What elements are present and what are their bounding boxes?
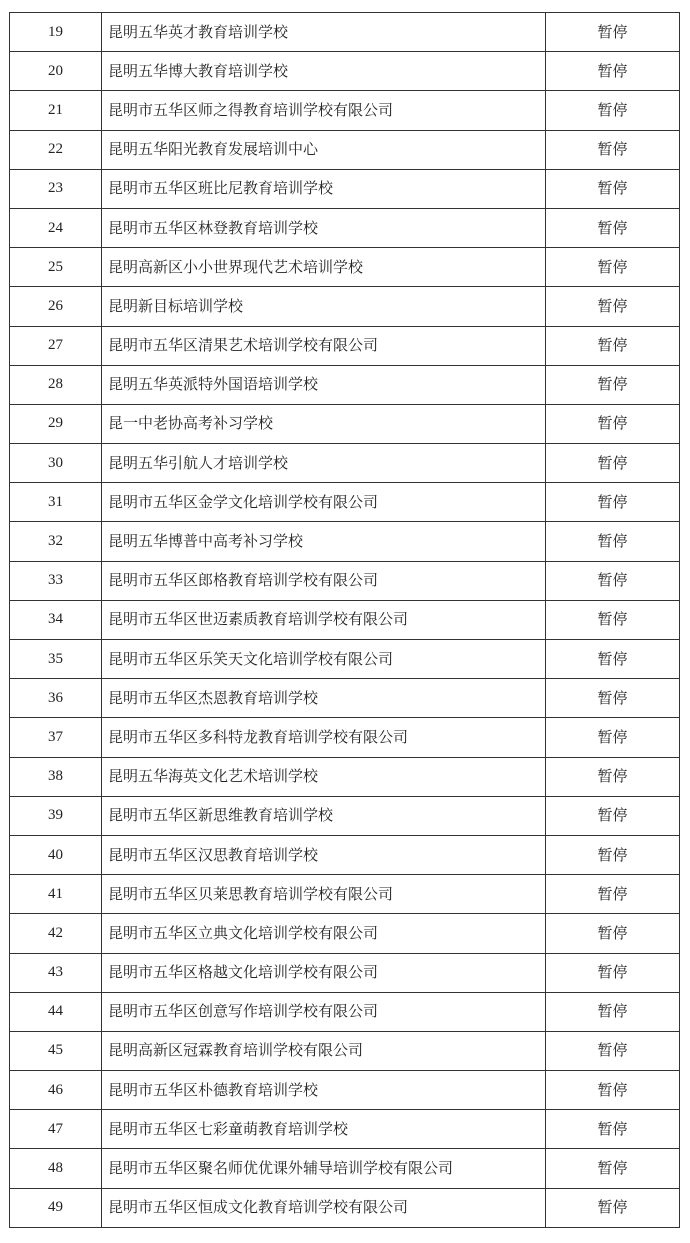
- table-row: [10, 365, 680, 404]
- row-number: 26: [10, 287, 102, 326]
- school-name: 昆明市五华区创意写作培训学校有限公司: [102, 992, 546, 1031]
- school-name: 昆明五华引航人才培训学校: [102, 444, 546, 483]
- school-name: 昆明市五华区聚名师优优课外辅导培训学校有限公司: [102, 1149, 546, 1188]
- school-name: 昆明市五华区立典文化培训学校有限公司: [102, 914, 546, 953]
- table-row: [10, 561, 680, 600]
- table-row: [10, 444, 680, 483]
- school-status-table: [9, 12, 680, 1228]
- row-number: 46: [10, 1071, 102, 1110]
- row-number: 22: [10, 130, 102, 169]
- school-name: 昆明新目标培训学校: [102, 287, 546, 326]
- school-name: 昆明市五华区恒成文化教育培训学校有限公司: [102, 1188, 546, 1227]
- table-body: [10, 13, 680, 1228]
- status-text: 暂停: [546, 404, 680, 443]
- school-name: 昆明市五华区金学文化培训学校有限公司: [102, 483, 546, 522]
- school-name: 昆明市五华区七彩童萌教育培训学校: [102, 1110, 546, 1149]
- school-name: 昆明高新区冠霖教育培训学校有限公司: [102, 1031, 546, 1070]
- table-row: [10, 1188, 680, 1227]
- status-text: 暂停: [546, 796, 680, 835]
- row-number: 23: [10, 169, 102, 208]
- table-row: [10, 91, 680, 130]
- table-row: [10, 169, 680, 208]
- school-name: 昆明五华博大教育培训学校: [102, 52, 546, 91]
- status-text: 暂停: [546, 953, 680, 992]
- row-number: 19: [10, 13, 102, 52]
- table-row: [10, 522, 680, 561]
- status-text: 暂停: [546, 914, 680, 953]
- status-text: 暂停: [546, 208, 680, 247]
- status-text: 暂停: [546, 483, 680, 522]
- school-name: 昆一中老协高考补习学校: [102, 404, 546, 443]
- school-name: 昆明市五华区师之得教育培训学校有限公司: [102, 91, 546, 130]
- status-text: 暂停: [546, 287, 680, 326]
- status-text: 暂停: [546, 130, 680, 169]
- table-row: [10, 914, 680, 953]
- row-number: 47: [10, 1110, 102, 1149]
- table-row: [10, 718, 680, 757]
- table-row: [10, 1110, 680, 1149]
- school-name: 昆明五华英才教育培训学校: [102, 13, 546, 52]
- table-row: [10, 1031, 680, 1070]
- status-text: 暂停: [546, 835, 680, 874]
- table-row: [10, 287, 680, 326]
- row-number: 34: [10, 600, 102, 639]
- status-text: 暂停: [546, 169, 680, 208]
- table-row: [10, 679, 680, 718]
- table-row: [10, 208, 680, 247]
- school-name: 昆明五华海英文化艺术培训学校: [102, 757, 546, 796]
- row-number: 43: [10, 953, 102, 992]
- row-number: 25: [10, 248, 102, 287]
- row-number: 29: [10, 404, 102, 443]
- status-text: 暂停: [546, 52, 680, 91]
- status-text: 暂停: [546, 757, 680, 796]
- table-row: [10, 483, 680, 522]
- school-name: 昆明市五华区郎格教育培训学校有限公司: [102, 561, 546, 600]
- table-row: [10, 757, 680, 796]
- row-number: 49: [10, 1188, 102, 1227]
- school-name: 昆明市五华区新思维教育培训学校: [102, 796, 546, 835]
- row-number: 32: [10, 522, 102, 561]
- school-name: 昆明五华博普中高考补习学校: [102, 522, 546, 561]
- school-name: 昆明市五华区朴德教育培训学校: [102, 1071, 546, 1110]
- status-text: 暂停: [546, 91, 680, 130]
- school-name: 昆明市五华区清果艺术培训学校有限公司: [102, 326, 546, 365]
- school-name: 昆明市五华区乐笑天文化培训学校有限公司: [102, 640, 546, 679]
- table-row: [10, 52, 680, 91]
- school-name: 昆明高新区小小世界现代艺术培训学校: [102, 248, 546, 287]
- table-row: [10, 130, 680, 169]
- row-number: 30: [10, 444, 102, 483]
- school-name: 昆明市五华区多科特龙教育培训学校有限公司: [102, 718, 546, 757]
- row-number: 33: [10, 561, 102, 600]
- status-text: 暂停: [546, 248, 680, 287]
- row-number: 38: [10, 757, 102, 796]
- status-text: 暂停: [546, 875, 680, 914]
- row-number: 48: [10, 1149, 102, 1188]
- table-row: [10, 1071, 680, 1110]
- table-row: [10, 875, 680, 914]
- school-name: 昆明市五华区汉思教育培训学校: [102, 835, 546, 874]
- school-name: 昆明市五华区班比尼教育培训学校: [102, 169, 546, 208]
- status-text: 暂停: [546, 13, 680, 52]
- status-text: 暂停: [546, 365, 680, 404]
- status-text: 暂停: [546, 600, 680, 639]
- table-row: [10, 248, 680, 287]
- row-number: 37: [10, 718, 102, 757]
- status-text: 暂停: [546, 522, 680, 561]
- table-row: [10, 992, 680, 1031]
- status-text: 暂停: [546, 1188, 680, 1227]
- status-text: 暂停: [546, 1031, 680, 1070]
- row-number: 27: [10, 326, 102, 365]
- table-row: [10, 1149, 680, 1188]
- school-name: 昆明市五华区林登教育培训学校: [102, 208, 546, 247]
- row-number: 40: [10, 835, 102, 874]
- school-name: 昆明五华阳光教育发展培训中心: [102, 130, 546, 169]
- row-number: 20: [10, 52, 102, 91]
- status-text: 暂停: [546, 992, 680, 1031]
- status-text: 暂停: [546, 1071, 680, 1110]
- school-name: 昆明五华英派特外国语培训学校: [102, 365, 546, 404]
- row-number: 24: [10, 208, 102, 247]
- row-number: 28: [10, 365, 102, 404]
- row-number: 31: [10, 483, 102, 522]
- table-row: [10, 13, 680, 52]
- row-number: 45: [10, 1031, 102, 1070]
- school-name: 昆明市五华区世迈素质教育培训学校有限公司: [102, 600, 546, 639]
- table-row: [10, 326, 680, 365]
- row-number: 39: [10, 796, 102, 835]
- table-row: [10, 600, 680, 639]
- table-row: [10, 953, 680, 992]
- row-number: 35: [10, 640, 102, 679]
- row-number: 44: [10, 992, 102, 1031]
- row-number: 42: [10, 914, 102, 953]
- status-text: 暂停: [546, 718, 680, 757]
- status-text: 暂停: [546, 326, 680, 365]
- status-text: 暂停: [546, 1149, 680, 1188]
- status-text: 暂停: [546, 679, 680, 718]
- table-row: [10, 796, 680, 835]
- school-name: 昆明市五华区格越文化培训学校有限公司: [102, 953, 546, 992]
- status-text: 暂停: [546, 444, 680, 483]
- row-number: 21: [10, 91, 102, 130]
- school-name: 昆明市五华区贝莱思教育培训学校有限公司: [102, 875, 546, 914]
- status-text: 暂停: [546, 1110, 680, 1149]
- status-text: 暂停: [546, 640, 680, 679]
- school-name: 昆明市五华区杰恩教育培训学校: [102, 679, 546, 718]
- table-row: [10, 640, 680, 679]
- row-number: 41: [10, 875, 102, 914]
- row-number: 36: [10, 679, 102, 718]
- table-row: [10, 404, 680, 443]
- status-text: 暂停: [546, 561, 680, 600]
- table-row: [10, 835, 680, 874]
